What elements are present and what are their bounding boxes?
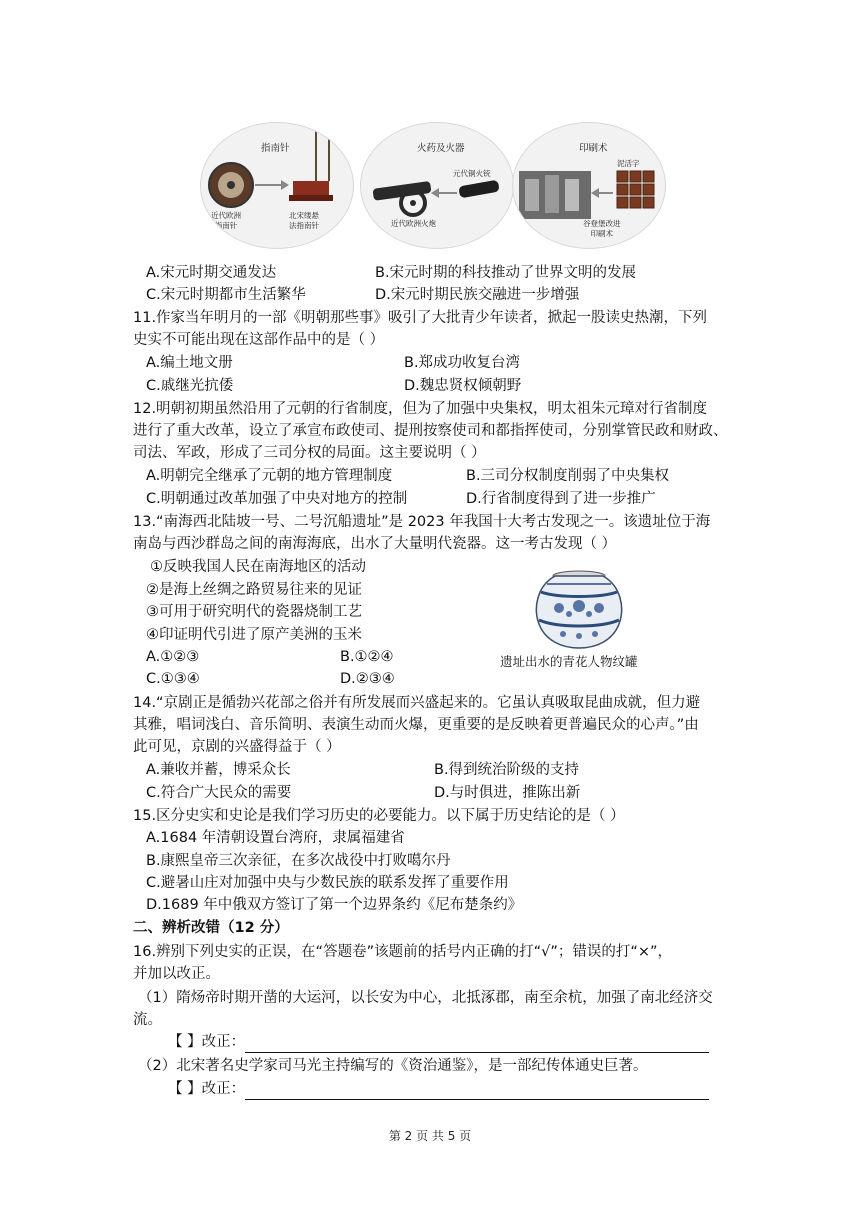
correction-blank-2[interactable] xyxy=(245,1085,709,1100)
technology-figure xyxy=(200,122,670,250)
printing-caption-2: 谷登堡改进 印刷术 xyxy=(583,219,621,238)
q13-statement-1: ①反映我国人民在南海地区的活动 xyxy=(150,559,366,575)
q10-option-a: A.宋元时期交通发达 xyxy=(146,265,277,281)
q13-option-a: A.①②③ xyxy=(146,649,200,665)
q15-option-b: B.康熙皇帝三次亲征，在多次战役中打败噶尔丹 xyxy=(146,853,451,869)
q12-stem-1: 12.明朝初期虽然沿用了元朝的行省制度，但为了加强中央集权，明太祖朱元璋对行省制度 xyxy=(133,401,708,417)
q14-option-a: A.兼收并蓄，博采众长 xyxy=(146,762,291,778)
q10-option-d: D.宋元时期民族交融进一步增强 xyxy=(375,287,580,303)
gunpowder-caption-2: 近代欧洲火炮 xyxy=(391,219,436,228)
q14-stem-3: 此可见，京剧的兴盛得益于（ ） xyxy=(133,739,341,755)
q12-option-c: C.明朝通过改革加强了中央对地方的控制 xyxy=(146,491,408,507)
q13-statement-3: ③可用于研究明代的瓷器烧制工艺 xyxy=(146,604,362,620)
q15-option-c: C.避暑山庄对加强中央与少数民族的联系发挥了重要作用 xyxy=(146,875,509,891)
q13-option-b: B.①②④ xyxy=(340,649,394,665)
q11-stem-1: 11.作家当年明月的一部《明朝那些事》吸引了大批青少年读者，掀起一股读史热潮，下列 xyxy=(133,310,708,326)
q12-option-b: B.三司分权制度削弱了中央集权 xyxy=(466,468,670,484)
q14-option-c: C.符合广大民众的需要 xyxy=(146,785,292,801)
q10-option-b: B.宋元时期的科技推动了世界文明的发展 xyxy=(375,265,637,281)
q15-option-a: A.1684 年清朝设置台湾府，隶属福建省 xyxy=(146,830,405,846)
gunpowder-title: 火药及火器 xyxy=(417,143,465,154)
q16-item-2-correction xyxy=(168,1078,709,1100)
q16-stem-2: 并加以改正。 xyxy=(133,966,220,982)
printing-title: 印刷术 xyxy=(579,143,608,154)
q13-statement-4: ④印证明代引进了原产美洲的玉米 xyxy=(146,627,362,643)
compass-caption-1: 近代欧洲 指南针 xyxy=(211,211,241,230)
q12-stem-2: 进行了重大改革，设立了承宣布政使司、提刑按察使司和都指挥使司，分别掌管民政和财政、 xyxy=(133,423,728,439)
correction-label: 【 】改正： xyxy=(168,1034,246,1050)
q13-stem-1: 13.“南海西北陆坡一号、二号沉船遗址”是 2023 年我国十大考古发现之一。该遗址位于海 xyxy=(133,514,711,530)
jar-caption: 遗址出水的青花人物纹罐 xyxy=(500,654,638,669)
page-footer: 第 2 页 共 5 页 xyxy=(388,1129,472,1143)
q12-option-a: A.明朝完全继承了元朝的地方管理制度 xyxy=(146,468,393,484)
q15-option-d: D.1689 年中俄双方签订了第一个边界条约《尼布楚条约》 xyxy=(146,897,523,913)
gunpowder-circle xyxy=(360,122,514,249)
q16-item-2: （2）北宋著名史学家司马光主持编写的《资治通鉴》，是一部纪传体通史巨著。 xyxy=(138,1058,648,1074)
correction-blank-1[interactable] xyxy=(245,1038,709,1053)
compass-title: 指南针 xyxy=(261,143,290,154)
q14-stem-1: 14.“京剧正是循勃兴花部之俗并有所发展而兴盛起来的。它虽认真吸取昆曲成就，但力避 xyxy=(133,695,701,711)
q16-item-1-line-2: 流。 xyxy=(133,1012,162,1028)
q15-stem: 15.区分史实和史论是我们学习历史的必要能力。以下属于历史结论的是（ ） xyxy=(133,808,625,824)
q12-stem-3: 司法、军政，形成了三司分权的局面。这主要说明（ ） xyxy=(133,445,486,461)
gunpowder-caption-1: 元代铜火铳 xyxy=(453,169,491,178)
q11-stem-2: 史实不可能出现在这部作品中的是（ ） xyxy=(133,332,385,348)
blue-white-jar-image xyxy=(527,568,631,650)
q10-option-c: C.宋元时期都市生活繁华 xyxy=(146,287,306,303)
q13-stem-2: 南岛与西沙群岛之间的南海海底，出水了大量明代瓷器。这一考古发现（ ） xyxy=(133,536,617,552)
q14-stem-2: 其雅，唱词浅白、音乐简明、表演生动而火爆，更重要的是反映着更普遍民众的心声。”由 xyxy=(133,717,699,733)
q11-option-d: D.魏忠贤权倾朝野 xyxy=(404,378,522,394)
printing-caption-1: 泥活字 xyxy=(617,159,640,168)
q14-option-d: D.与时俱进，推陈出新 xyxy=(434,785,581,801)
q16-stem-1: 16.辨别下列史实的正误，在“答题卷”该题前的括号内正确的打“√”；错误的打“×”， xyxy=(133,944,673,960)
cannon-illustration xyxy=(361,123,513,248)
q11-option-c: C.戚继光抗倭 xyxy=(146,378,234,394)
compass-caption-2: 北宋缕悬 法指南针 xyxy=(289,211,319,230)
q11-option-b: B.郑成功收复台湾 xyxy=(404,355,521,371)
compass-circle xyxy=(200,122,354,249)
q16-item-1-line-1: （1）隋炀帝时期开凿的大运河，以长安为中心，北抵涿郡，南至余杭，加强了南北经济交 xyxy=(138,990,713,1006)
correction-label: 【 】改正： xyxy=(168,1081,246,1097)
q12-option-d: D.行省制度得到了进一步推广 xyxy=(466,491,656,507)
section-2-title: 二、辨析改错（12 分） xyxy=(133,920,289,936)
q14-option-b: B.得到统治阶级的支持 xyxy=(434,762,580,778)
q13-statement-2: ②是海上丝绸之路贸易往来的见证 xyxy=(146,582,362,598)
q11-option-a: A.编土地文册 xyxy=(146,355,233,371)
q16-item-1-correction xyxy=(168,1031,709,1053)
printing-circle xyxy=(512,122,666,249)
q13-option-d: D.②③④ xyxy=(340,671,395,687)
q13-option-c: C.①③④ xyxy=(146,671,200,687)
